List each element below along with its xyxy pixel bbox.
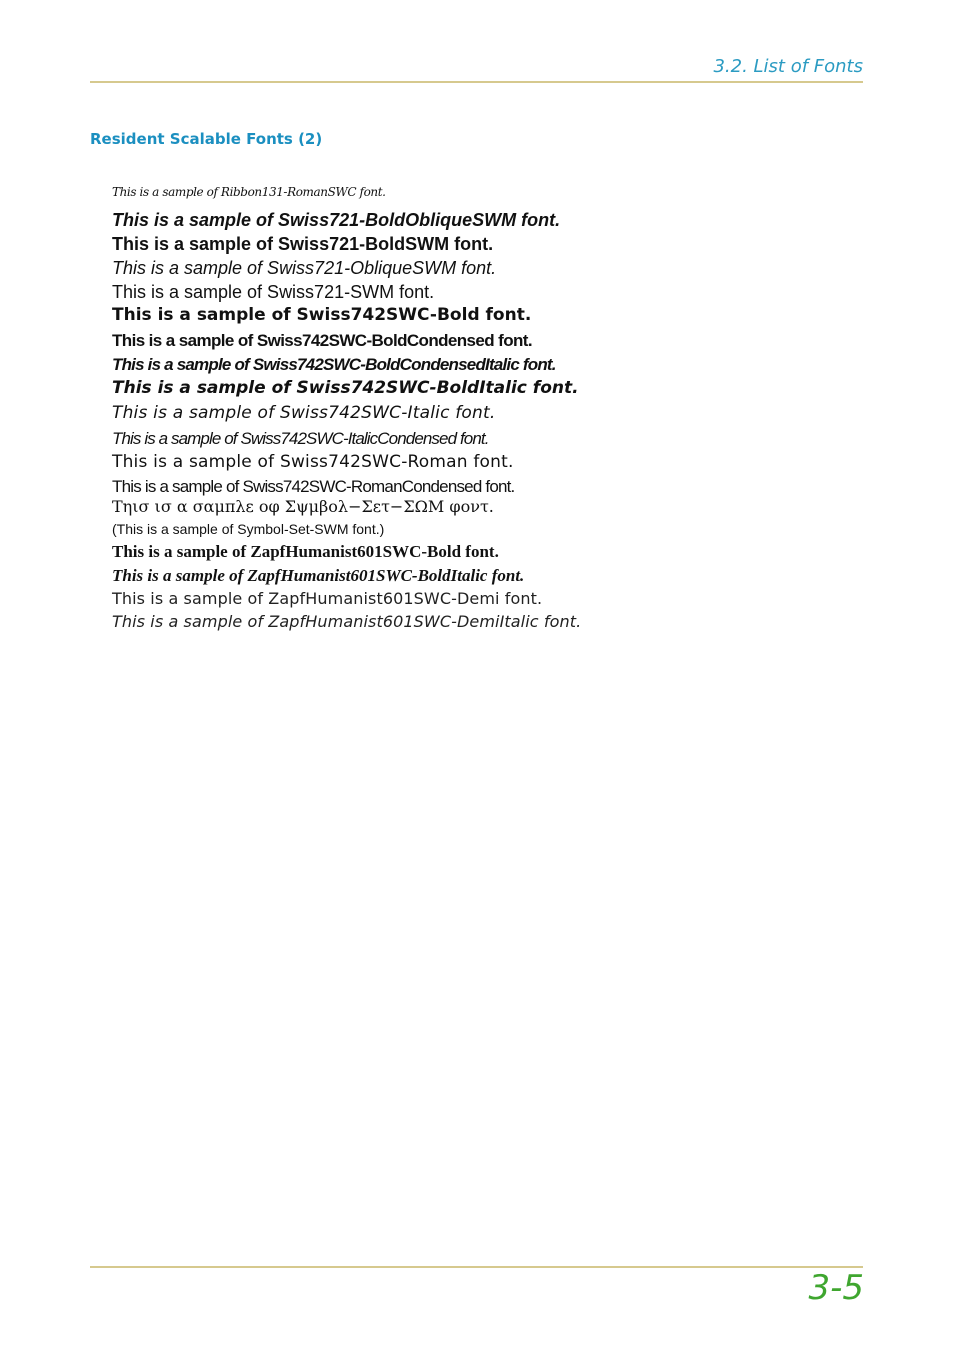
- sample-symbol-caption: (This is a sample of Symbol-Set-SWM font.): [112, 521, 385, 537]
- sample-swiss721-bold: This is a sample of Swiss721-BoldSWM font.: [112, 234, 494, 254]
- sample-symbol-greek: Τηισ ισ α σαμπλε οφ Σψμβολ−Σετ−ΣΩΜ φοντ.: [112, 497, 494, 516]
- sample-zapfhumanist-demi: This is a sample of ZapfHumanist601SWC-Demi font.: [112, 589, 543, 608]
- sample-swiss742-boldcondensed: This is a sample of Swiss742SWC-BoldCondensed font.: [112, 331, 532, 350]
- footer-rule: [90, 1266, 863, 1268]
- header-rule: [90, 81, 863, 83]
- sample-zapfhumanist-demiitalic: This is a sample of ZapfHumanist601SWC-DemiItalic font.: [112, 612, 582, 631]
- sample-swiss742-bold: This is a sample of Swiss742SWC-Bold font.: [112, 305, 532, 325]
- sample-swiss742-romancondensed: This is a sample of Swiss742SWC-RomanCondensed font.: [112, 477, 515, 496]
- sample-swiss742-roman: This is a sample of Swiss742SWC-Roman font.: [112, 452, 514, 472]
- sample-swiss721-regular: This is a sample of Swiss721-SWM font.: [112, 282, 435, 302]
- sample-swiss742-boldcondenseditalic: This is a sample of Swiss742SWC-BoldCondensedItalic font.: [112, 355, 556, 374]
- sample-swiss721-oblique: This is a sample of Swiss721-ObliqueSWM font.: [112, 258, 497, 278]
- running-header: 3.2. List of Fonts: [713, 56, 863, 77]
- page-number: 3-5: [808, 1268, 864, 1308]
- sample-zapfhumanist-bolditalic: This is a sample of ZapfHumanist601SWC-BoldItalic font.: [112, 566, 525, 585]
- sample-swiss721-boldoblique: This is a sample of Swiss721-BoldObliqueSWM font.: [112, 210, 561, 230]
- sample-swiss742-italiccondensed: This is a sample of Swiss742SWC-ItalicCondensed font.: [112, 429, 489, 448]
- sample-zapfhumanist-bold: This is a sample of ZapfHumanist601SWC-Bold font.: [112, 542, 499, 561]
- section-heading: Resident Scalable Fonts (2): [90, 130, 323, 148]
- sample-swiss742-bolditalic: This is a sample of Swiss742SWC-BoldItalic font.: [112, 378, 579, 398]
- sample-ribbon131-roman: This is a sample of Ribbon131-RomanSWC font.: [112, 185, 386, 199]
- sample-swiss742-italic: This is a sample of Swiss742SWC-Italic font.: [112, 403, 496, 423]
